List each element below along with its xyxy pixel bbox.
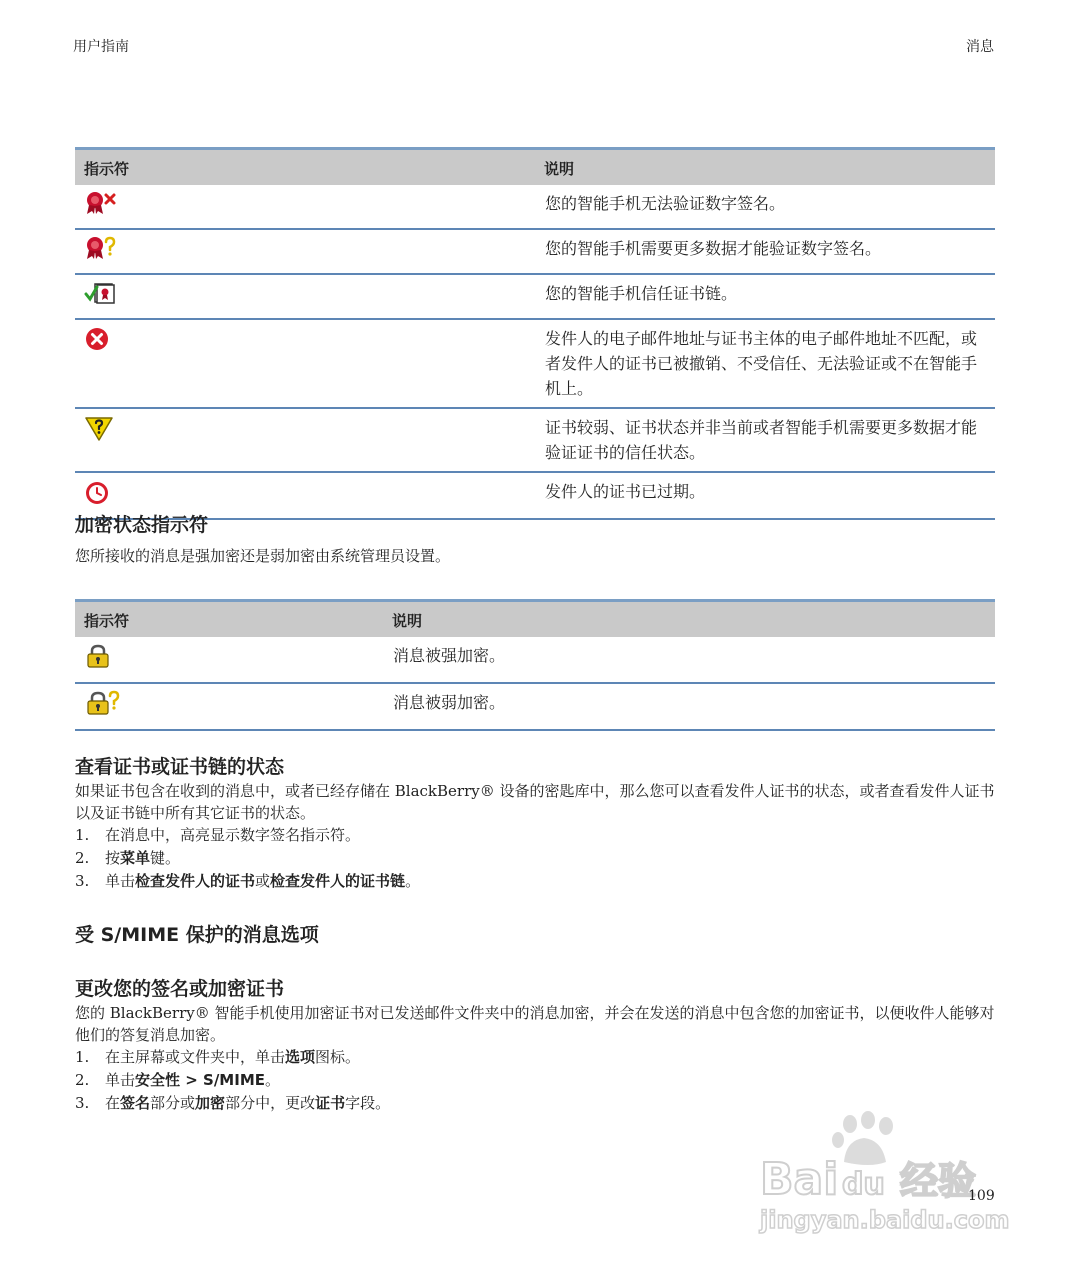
baidu-jingyan-watermark <box>740 1110 1010 1240</box>
table-header-row <box>75 149 995 185</box>
smime-options-heading: 受 S/MIME 保护的消息选项 <box>75 924 319 946</box>
table-row <box>75 472 995 519</box>
page-number: 109 <box>968 1188 995 1204</box>
menu-key-label: 菜单 <box>120 849 151 867</box>
security-smime-label: 安全性 > S/MIME <box>135 1071 265 1089</box>
table-row <box>75 637 995 683</box>
table-header-row <box>75 601 995 637</box>
view-status-intro: 如果证书包含在收到的消息中，或者已经存储在 BlackBerry® 设备的密匙库中，那么您可以查看发件人证书的状态，或者查看发件人证书以及证书链中所有其它证书的状态。 <box>75 782 995 822</box>
row-description: 发件人的证书已过期。 <box>535 472 995 519</box>
view-status-steps <box>75 824 995 893</box>
table-row <box>75 683 995 730</box>
encryption-intro: 您所接收的消息是强加密还是弱加密由系统管理员设置。 <box>75 547 451 565</box>
check-sender-cert-chain-label: 检查发件人的证书链 <box>270 872 406 890</box>
watermark-bai: Bai <box>760 1154 839 1205</box>
header-guide-title: 用户指南 <box>73 39 129 55</box>
check-sender-cert-label: 检查发件人的证书 <box>135 872 256 890</box>
row-description: 消息被弱加密。 <box>383 683 995 730</box>
options-label: 选项 <box>285 1048 316 1066</box>
table-row <box>75 229 995 274</box>
column-header-description: 说明 <box>383 601 995 637</box>
table-row <box>75 274 995 319</box>
list-item: 2. 单击安全性 > S/MIME。 <box>75 1071 281 1089</box>
row-description: 您的智能手机需要更多数据才能验证数字签名。 <box>535 229 995 274</box>
row-description: 消息被强加密。 <box>383 637 995 683</box>
change-cert-heading: 更改您的签名或加密证书 <box>75 978 285 1000</box>
table-row <box>75 408 995 472</box>
lock-question-icon <box>84 690 124 723</box>
lock-icon <box>84 643 118 676</box>
encryption-label: 加密 <box>195 1094 226 1112</box>
column-header-description: 说明 <box>535 149 995 185</box>
encryption-heading: 加密状态指示符 <box>75 514 209 536</box>
row-description: 您的智能手机信任证书链。 <box>535 274 995 319</box>
row-description: 您的智能手机无法验证数字签名。 <box>535 185 995 229</box>
red-circle-x-icon <box>84 326 112 359</box>
column-header-indicator: 指示符 <box>75 149 535 185</box>
trusted-certificate-chain-icon <box>84 281 118 312</box>
certificate-label: 证书 <box>315 1094 346 1112</box>
list-item: 3. 单击检查发件人的证书或检查发件人的证书链。 <box>75 872 421 890</box>
view-status-heading: 查看证书或证书链的状态 <box>75 756 285 778</box>
list-item: 3. 在签名部分或加密部分中，更改证书字段。 <box>75 1094 391 1112</box>
signature-label: 签名 <box>120 1094 151 1112</box>
column-header-indicator: 指示符 <box>75 601 383 637</box>
table-row <box>75 185 995 229</box>
change-cert-intro: 您的 BlackBerry® 智能手机使用加密证书对已发送邮件文件夹中的消息加密，并会在发送的消息中包含您的加密证书，以便收件人能够对他们的答复消息加密。 <box>75 1004 995 1044</box>
list-item: 2. 按菜单键。 <box>75 849 181 867</box>
row-description: 证书较弱、证书状态并非当前或者智能手机需要更多数据才能验证证书的信任状态。 <box>535 408 995 472</box>
red-seal-x-icon <box>84 191 118 222</box>
header-section-title: 消息 <box>966 39 994 55</box>
change-cert-steps <box>75 1046 995 1115</box>
list-item: 1. 在主屏幕或文件夹中，单击选项图标。 <box>75 1048 361 1066</box>
row-description: 发件人的电子邮件地址与证书主体的电子邮件地址不匹配，或者发件人的证书已被撤销、不受信任、无法验证或不在智能手机上。 <box>535 319 995 408</box>
yellow-triangle-question-icon <box>84 415 114 448</box>
encryption-indicator-table <box>75 599 995 731</box>
watermark-du: du <box>842 1167 885 1202</box>
watermark-url: jingyan.baidu.com <box>760 1206 1010 1234</box>
signature-indicator-table <box>75 147 995 520</box>
red-seal-question-icon <box>84 236 118 267</box>
table-row <box>75 319 995 408</box>
red-clock-icon <box>84 479 112 512</box>
list-item: 1. 在消息中，高亮显示数字签名指示符。 <box>75 826 361 844</box>
watermark-jingyan: 经验 <box>900 1159 977 1203</box>
